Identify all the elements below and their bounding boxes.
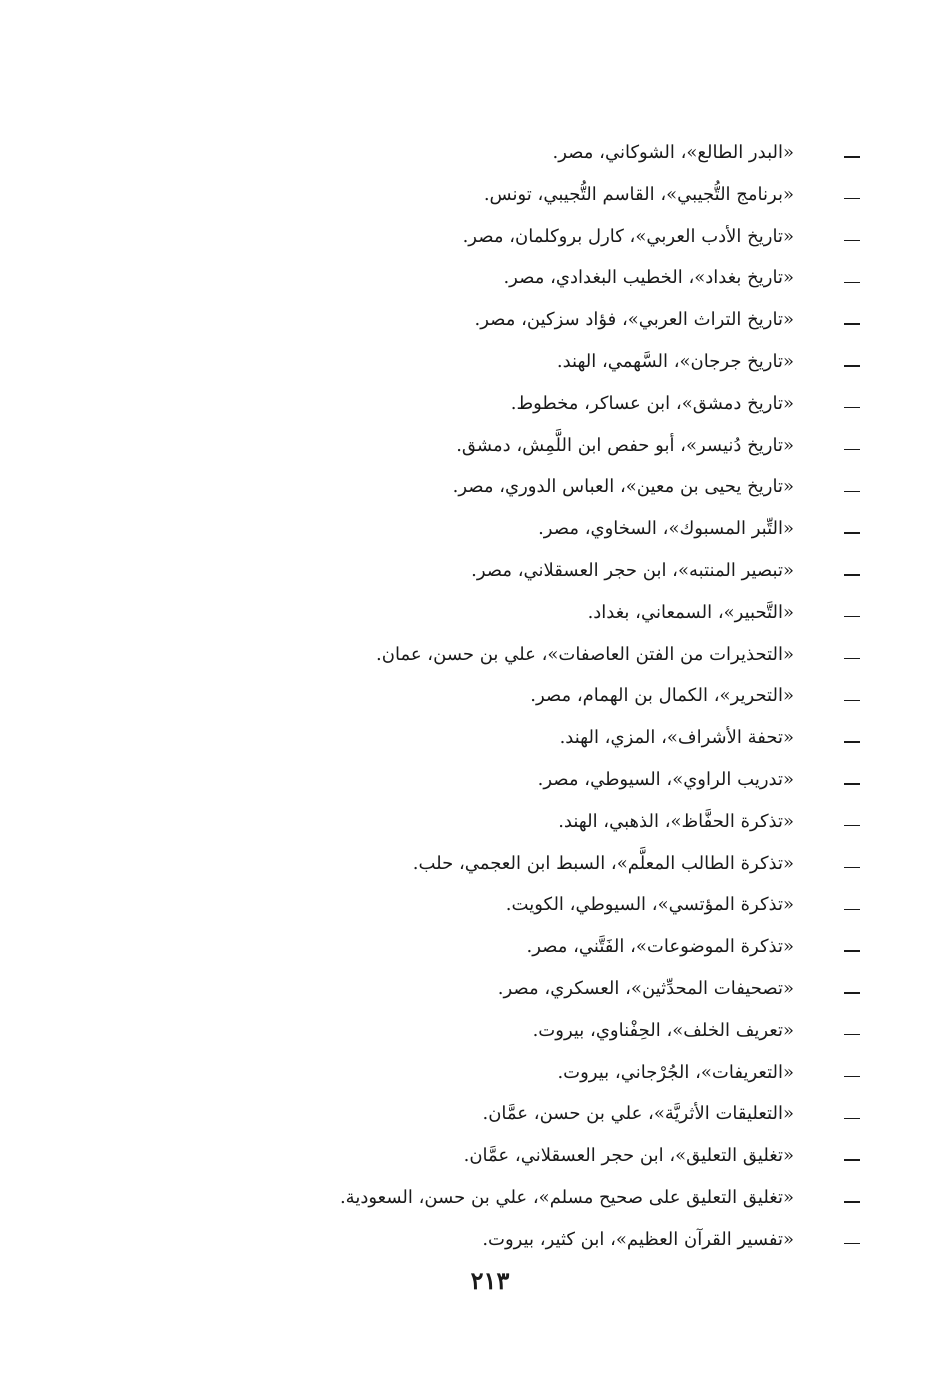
dash-bullet-icon (844, 532, 860, 533)
dash-bullet-icon (844, 156, 860, 157)
reference-item (160, 1010, 860, 1052)
dash-bullet-icon (844, 741, 860, 742)
reference-text: «تبصير المنتبه»، ابن حجر العسقلاني، مصر. (471, 559, 794, 581)
dash-bullet-icon (844, 323, 860, 324)
dash-bullet-icon (844, 992, 860, 993)
reference-text: «تاريخ جرجان»، السَّهمي، الهند. (556, 350, 794, 372)
reference-text: «التِّبر المسبوك»، السخاوي، مصر. (538, 518, 794, 540)
reference-text: «التَّحبير»، السمعاني، بغداد. (587, 601, 794, 623)
dash-bullet-icon (844, 407, 860, 408)
reference-text: «التحذيرات من الفتن العاصفات»، علي بن حسن، عمان. (376, 643, 794, 665)
reference-item (160, 843, 860, 885)
dash-bullet-icon (844, 783, 860, 784)
reference-item (160, 341, 860, 383)
reference-list (160, 132, 860, 1261)
reference-item (160, 257, 860, 299)
reference-text: «تغليق التعليق»، ابن حجر العسقلاني، عمَّان. (463, 1145, 794, 1167)
reference-text: «تاريخ يحيى بن معين»، العباس الدوري، مصر. (452, 476, 794, 498)
dash-bullet-icon (844, 950, 860, 951)
reference-text: «تغليق التعليق على صحيح مسلم»، علي بن حسن، السعودية. (339, 1186, 794, 1208)
reference-text: «تاريخ دمشق»، ابن عساكر، مخطوط. (510, 392, 794, 414)
reference-text: «تفسير القرآن العظيم»، ابن كثير، بيروت. (482, 1228, 794, 1250)
reference-text: «تاريخ التراث العربي»، فؤاد سزكين، مصر. (474, 309, 794, 331)
reference-item (160, 550, 860, 592)
reference-text: «برنامج التُّجيبي»، القاسم التُّجيبي، تونس. (483, 183, 794, 205)
reference-text: «تاريخ الأدب العربي»، كارل بروكلمان، مصر. (462, 225, 794, 247)
reference-item (160, 1135, 860, 1177)
dash-bullet-icon (844, 240, 860, 241)
reference-item (160, 1093, 860, 1135)
reference-item (160, 1219, 860, 1261)
reference-item (160, 592, 860, 634)
reference-text: «تاريخ دُنيسر»، أبو حفص ابن اللَّمِش، دمشق. (456, 434, 794, 456)
reference-text: «تذكرة الموضوعات»، الفَتَّني، مصر. (526, 936, 794, 958)
dash-bullet-icon (844, 1034, 860, 1035)
dash-bullet-icon (844, 449, 860, 450)
reference-item (160, 759, 860, 801)
reference-text: «تذكرة الطالب المعلَّم»، السبط ابن العجمي، حلب. (412, 852, 794, 874)
dash-bullet-icon (844, 365, 860, 366)
reference-text: «تدريب الراوي»، السيوطي، مصر. (537, 768, 794, 790)
dash-bullet-icon (844, 282, 860, 283)
dash-bullet-icon (844, 700, 860, 701)
dash-bullet-icon (844, 825, 860, 826)
reference-item (160, 216, 860, 258)
reference-item (160, 299, 860, 341)
reference-item (160, 174, 860, 216)
reference-text: «تحفة الأشراف»، المزي، الهند. (559, 727, 794, 749)
dash-bullet-icon (844, 1243, 860, 1244)
reference-item (160, 884, 860, 926)
reference-item (160, 968, 860, 1010)
dash-bullet-icon (844, 1201, 860, 1202)
dash-bullet-icon (844, 574, 860, 575)
reference-text: «تذكرة الحفَّاظ»، الذهبي، الهند. (558, 810, 794, 832)
page-number: ٢١٣ (470, 1266, 510, 1295)
reference-text: «التحرير»، الكمال بن الهمام، مصر. (530, 685, 794, 707)
dash-bullet-icon (844, 1076, 860, 1077)
reference-item (160, 1052, 860, 1094)
dash-bullet-icon (844, 1118, 860, 1119)
reference-text: «البدر الطالع»، الشوكاني، مصر. (552, 142, 794, 163)
reference-item (160, 425, 860, 467)
reference-item (160, 634, 860, 676)
reference-item (160, 1177, 860, 1219)
reference-item (160, 675, 860, 717)
reference-text: «التعليقات الأثريَّة»، علي بن حسن، عمَّان. (482, 1103, 794, 1125)
reference-item (160, 132, 860, 174)
reference-item (160, 801, 860, 843)
reference-text: «تذكرة المؤتسي»، السيوطي، الكويت. (505, 894, 794, 916)
reference-text: «تاريخ بغداد»، الخطيب البغدادي، مصر. (503, 267, 794, 289)
reference-text: «التعريفات»، الجُرْجاني، بيروت. (557, 1061, 794, 1083)
reference-text: «تصحيفات المحدِّثين»، العسكري، مصر. (497, 977, 794, 999)
dash-bullet-icon (844, 867, 860, 868)
dash-bullet-icon (844, 616, 860, 617)
reference-item (160, 717, 860, 759)
dash-bullet-icon (844, 491, 860, 492)
dash-bullet-icon (844, 658, 860, 659)
reference-text: «تعريف الخلف»، الحِفْناوي، بيروت. (532, 1019, 794, 1041)
dash-bullet-icon (844, 198, 860, 199)
dash-bullet-icon (844, 909, 860, 910)
reference-item (160, 466, 860, 508)
reference-item (160, 508, 860, 550)
reference-item (160, 383, 860, 425)
dash-bullet-icon (844, 1159, 860, 1160)
reference-item (160, 926, 860, 968)
